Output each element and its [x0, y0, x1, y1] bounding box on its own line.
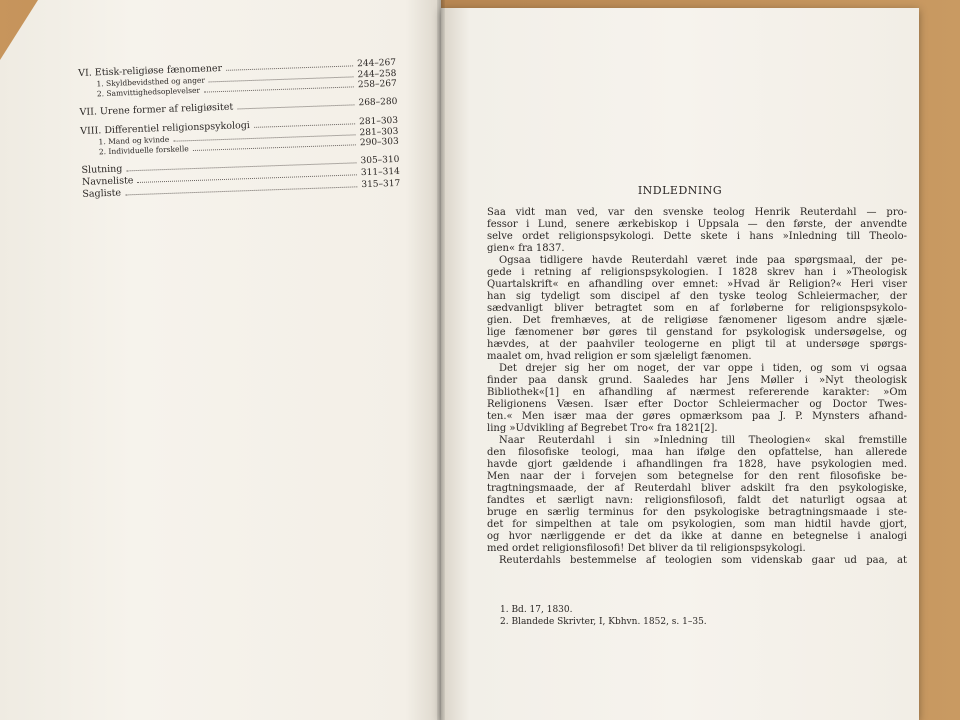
text-line: Ogsaa tidligere havde Reuterdahl været inde paa spørgsmaal, der pe-: [499, 255, 907, 266]
footnote: 1. Bd. 17, 1830.: [500, 605, 573, 615]
text-line: det for simpelthen at tale om psykologien, som man hidtil havde gjort,: [487, 519, 907, 530]
body-text: [487, 207, 907, 567]
text-line: gien. Det fremhæves, at de religiøse fænomener ligesom andre sjæle-: [487, 315, 907, 326]
footnote: 2. Blandede Skrivter, I, Kbhvn. 1852, s. 1–35.: [500, 617, 707, 627]
text-line: han sig tydeligt som discipel af den tyske teolog Schleiermacher, der: [487, 291, 907, 302]
table-of-contents: [78, 57, 400, 201]
text-line: Naar Reuterdahl i sin »Inledning till Theologien« skal fremstille: [499, 435, 907, 446]
text-line: selve ordet religionspsykologi. Dette skete i hans »Inledning till Theolo-: [487, 231, 907, 242]
text-line: havde gjort gældende i afhandlingen fra 1828, have psykologien med.: [487, 459, 907, 470]
text-line: maalet om, hvad religion er som sjæleligt fænomen.: [487, 351, 752, 362]
text-line: Men naar der i forvejen som betegnelse for den rent filosofiske be-: [487, 471, 907, 482]
toc-entry-label: 1. Mand og kvinde: [98, 134, 170, 147]
footnotes: [500, 604, 800, 628]
text-line: ling »Udvikling af Begrebet Tro« fra 1821[2].: [487, 423, 718, 434]
toc-entry-label: Navneliste: [81, 175, 134, 188]
toc-entry-pages: 244–267: [357, 57, 397, 70]
text-line: Det drejer sig her om noget, der var oppe i tiden, og som vi ogsaa: [499, 363, 907, 374]
text-line: Reuterdahls bestemmelse af teologien som videnskab gaar ud paa, at: [499, 555, 907, 566]
toc-entry-pages: 315–317: [361, 178, 401, 191]
text-line: Saa vidt man ved, var den svenske teolog Henrik Reuterdahl — pro-: [487, 207, 907, 218]
text-line: lige fænomener bør gøres til genstand for psykologisk undersøgelse, og: [487, 327, 907, 338]
book-gutter: [437, 0, 445, 720]
toc-entry-label: 1. Skyldbevidsthed og anger: [96, 75, 206, 89]
text-line: ten.« Men især maa der gøres opmærksom paa J. P. Mynsters afhand-: [487, 411, 907, 422]
toc-leader-dots: [204, 86, 354, 92]
toc-leader-dots: [193, 144, 356, 151]
toc-entry-label: VIII. Differentiel religionspsykologi: [80, 120, 251, 137]
toc-entry-pages: 258–267: [357, 78, 397, 91]
toc-entry: [79, 96, 397, 119]
text-line: den filosofiske teologi, maa han ifølge den opfattelse, han allerede: [487, 447, 907, 458]
toc-entry-label: 2. Individuelle forskelle: [98, 144, 189, 157]
toc-entry-pages: 290–303: [359, 136, 399, 149]
text-line: fessor i Lund, senere ærkebiskop i Uppsala — den første, der anvendte: [487, 219, 907, 230]
text-line: gede i retning af religionspsykologien. I 1828 skrev han i »Theologisk: [487, 267, 907, 278]
text-line: og hvor nærliggende er det da ikke at danne en betegnelse i analogi: [487, 531, 907, 542]
text-line: hævdes, at der paahviler teologerne en pligt til at undersøge spørgs-: [487, 339, 907, 350]
toc-leader-dots: [254, 123, 355, 128]
text-line: med ordet religionsfilosofi! Det bliver da til religionspsykologi.: [487, 543, 806, 554]
toc-entry-pages: 311–314: [360, 166, 400, 179]
text-line: Bibliothek«[1] en afhandling af nærmest refererende karakter: »Om: [487, 387, 907, 398]
toc-entry-pages: 281–303: [359, 126, 399, 139]
toc-entry-label: VII. Urene former af religiøsitet: [79, 101, 234, 118]
toc-entry-label: Sagliste: [82, 187, 122, 200]
text-line: fandtes et særligt navn: religionsfilosofi, faldt det naturligt ogsaa at: [487, 495, 907, 506]
text-line: finder paa dansk grund. Saaledes har Jens Møller i »Nyt theologisk: [487, 375, 907, 386]
toc-leader-dots: [226, 65, 353, 70]
text-line: Quartalskrift« en afhandling over emnet: »Hvad är Religion?« Heri viser: [487, 279, 907, 290]
toc-entry-label: Slutning: [81, 163, 123, 176]
text-line: tragtningsmaade, der af Reuterdahl bliver adskilt fra den psykologiske,: [487, 483, 907, 494]
chapter-heading: INDLEDNING: [637, 184, 723, 197]
text-line: sædvanligt bliver betragtet som en af forløberne for religionspsykolo-: [487, 303, 907, 314]
toc-entry-pages: 244–258: [357, 68, 397, 81]
toc-entry-label: VI. Etisk-religiøse fænomener: [78, 62, 223, 79]
toc-entry-pages: 305–310: [360, 154, 400, 167]
text-line: bruge en særlig terminus for den psykologiske betragtningsmaade i ste-: [487, 507, 907, 518]
toc-entry-label: 2. Samvittighedsoplevelser: [96, 85, 201, 99]
text-line: gien« fra 1837.: [487, 243, 565, 254]
toc-entry-pages: 268–280: [358, 96, 398, 109]
toc-entry-pages: 281–303: [359, 115, 399, 128]
text-line: Religionens Væsen. Især efter Doctor Schleiermacher og Doctor Twes-: [487, 399, 907, 410]
toc-leader-dots: [237, 104, 354, 109]
